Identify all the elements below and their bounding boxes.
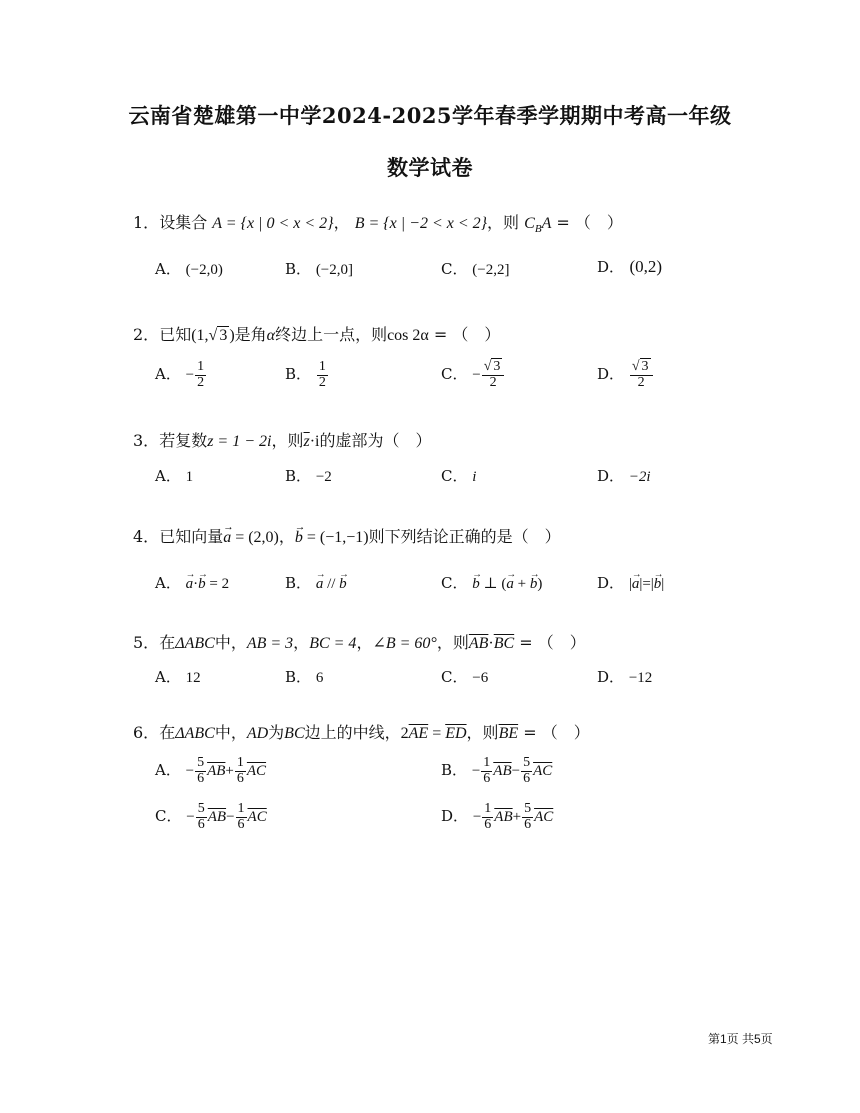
option-d: D． − $\frac{1}{6}$ $\overline{AB}+$ $\frac{5}{6}$ $\overline{AC}$ bbox=[441, 801, 554, 832]
question-number: 6． bbox=[133, 723, 160, 742]
comma: ， bbox=[356, 633, 373, 652]
comma: ， bbox=[333, 213, 350, 232]
option-d: D． −2i bbox=[597, 467, 651, 485]
alpha-symbol: α bbox=[266, 327, 276, 344]
question-text: 边上的中线， bbox=[304, 723, 401, 742]
answer-bracket: = （ ） bbox=[514, 633, 586, 652]
option-a: A． 1 bbox=[155, 467, 194, 485]
triangle: ΔABC bbox=[175, 635, 215, 652]
option-a: A． − $\frac{5}{6}$ $\overline{AB}+$ $\frac{1}{6}$ $\overline{AC}$ bbox=[155, 755, 267, 786]
option-b: B． 6 bbox=[285, 668, 324, 686]
option-d: D． −12 bbox=[597, 668, 653, 686]
question-5 bbox=[133, 630, 586, 653]
set-b: B = {x | −2 < x < 2} bbox=[354, 215, 488, 232]
question-text: 在 bbox=[159, 633, 176, 652]
question-6 bbox=[133, 720, 590, 743]
complex-number: z = 1 − 2i bbox=[207, 433, 272, 450]
option-c: C． −6 bbox=[441, 668, 489, 686]
option-c: C． → b ⊥ (→ a + → b) bbox=[441, 572, 542, 593]
vector-a: → a bbox=[223, 529, 231, 547]
question-1 bbox=[133, 210, 623, 235]
option-a: A． 12 bbox=[155, 668, 201, 686]
conjugate-z: $\overline{z}$ bbox=[303, 433, 310, 450]
times-i: ·i bbox=[309, 433, 320, 450]
question-text: 是角 bbox=[234, 325, 267, 344]
page-footer: 第1页 共5页 bbox=[708, 1032, 773, 1046]
option-c: C． − $\frac{√ 3}{2}$ bbox=[441, 360, 505, 390]
question-text: ，则 bbox=[436, 633, 469, 652]
set-a: A = {x | 0 < x < 2} bbox=[212, 215, 334, 232]
comma: ， bbox=[278, 527, 295, 546]
option-a: A． − $\frac{1}{2}$ bbox=[155, 359, 205, 390]
option-b: B． −2 bbox=[285, 467, 332, 485]
question-2 bbox=[133, 322, 500, 345]
vector-b-value: = (−1,−1) bbox=[302, 529, 369, 546]
equals: = bbox=[428, 725, 446, 742]
option-d: D． |→ a|=|→ b| bbox=[597, 572, 664, 593]
question-number: 5． bbox=[133, 633, 160, 652]
question-text: 若复数 bbox=[159, 431, 208, 450]
question-text: 已知 bbox=[159, 325, 192, 344]
answer-bracket: = （ ） bbox=[518, 723, 590, 742]
dot-operator: · bbox=[488, 635, 494, 652]
question-text: 终边上一点，则 bbox=[275, 325, 388, 344]
question-4 bbox=[133, 524, 561, 547]
option-c: C． − $\frac{5}{6}$ $\overline{AB}-$ $\frac{1}{6}$ $\overline{AC}$ bbox=[155, 801, 267, 832]
question-text: 在 bbox=[159, 723, 176, 742]
option-b: B． (−2,0] bbox=[285, 260, 354, 278]
side-bc: BC = 4 bbox=[309, 635, 357, 652]
question-text: 已知向量 bbox=[159, 527, 224, 546]
segment-ad: AD bbox=[246, 725, 269, 742]
option-a: A． → a·→ b = 2 bbox=[155, 572, 229, 593]
question-text: ，则 bbox=[271, 431, 304, 450]
vector-bc: $\overline{BC}$ bbox=[493, 635, 515, 652]
exam-subtitle: 数学试卷 bbox=[387, 155, 473, 180]
side-ab: AB = 3 bbox=[246, 635, 294, 652]
segment-bc: BC bbox=[284, 725, 305, 742]
question-text: 则下列结论正确的是（ ） bbox=[368, 527, 561, 546]
point: (1,√ 3 ) bbox=[191, 327, 235, 344]
option-d: D． $\frac{√ 3}{2}$ bbox=[597, 360, 654, 390]
vector-a-value: = (2,0) bbox=[231, 529, 279, 546]
question-text: 的虚部为（ ） bbox=[319, 431, 432, 450]
answer-bracket: = （ ） bbox=[428, 325, 501, 344]
comma: ， bbox=[293, 633, 310, 652]
triangle: ΔABC bbox=[175, 725, 215, 742]
option-b: B． $\frac{1}{2}$ bbox=[285, 359, 326, 390]
angle-b: ∠B = 60° bbox=[372, 635, 437, 652]
question-number: 3． bbox=[133, 431, 160, 450]
vector-ed: $\overline{ED}$ bbox=[445, 725, 467, 742]
question-text: 中， bbox=[214, 723, 247, 742]
question-number: 1． bbox=[133, 213, 160, 232]
question-number: 2． bbox=[133, 325, 160, 344]
question-number: 4． bbox=[133, 527, 160, 546]
question-3 bbox=[133, 428, 432, 451]
exam-title: 云南省楚雄第一中学2024-2025学年春季学期期中考高一年级 bbox=[128, 103, 732, 128]
coefficient: 2 bbox=[400, 725, 409, 742]
vector-ae: $\overline{AE}$ bbox=[408, 725, 429, 742]
option-c: C． i bbox=[441, 467, 477, 485]
question-text: 为 bbox=[268, 723, 285, 742]
option-b: B． → a // → b bbox=[285, 572, 347, 593]
vector-b: → b bbox=[295, 529, 303, 547]
question-text: 设集合 bbox=[159, 213, 208, 232]
option-c: C． (−2,2] bbox=[441, 260, 510, 278]
question-text: ，则 bbox=[487, 213, 520, 232]
option-a: A． (−2,0) bbox=[155, 260, 223, 278]
question-text: ，则 bbox=[466, 723, 499, 742]
cos-expression: cos 2α bbox=[387, 327, 429, 344]
vector-be: $\overline{BE}$ bbox=[498, 725, 519, 742]
answer-bracket: = （ ） bbox=[551, 213, 623, 232]
complement-symbol: $C_BA$ bbox=[524, 215, 552, 236]
question-text: 中， bbox=[214, 633, 247, 652]
option-b: B． − $\frac{1}{6}$ $\overline{AB}-$ $\frac{5}{6}$ $\overline{AC}$ bbox=[441, 755, 553, 786]
option-d: D． (0,2) bbox=[597, 257, 663, 276]
vector-ab: $\overline{AB}$ bbox=[468, 635, 489, 652]
